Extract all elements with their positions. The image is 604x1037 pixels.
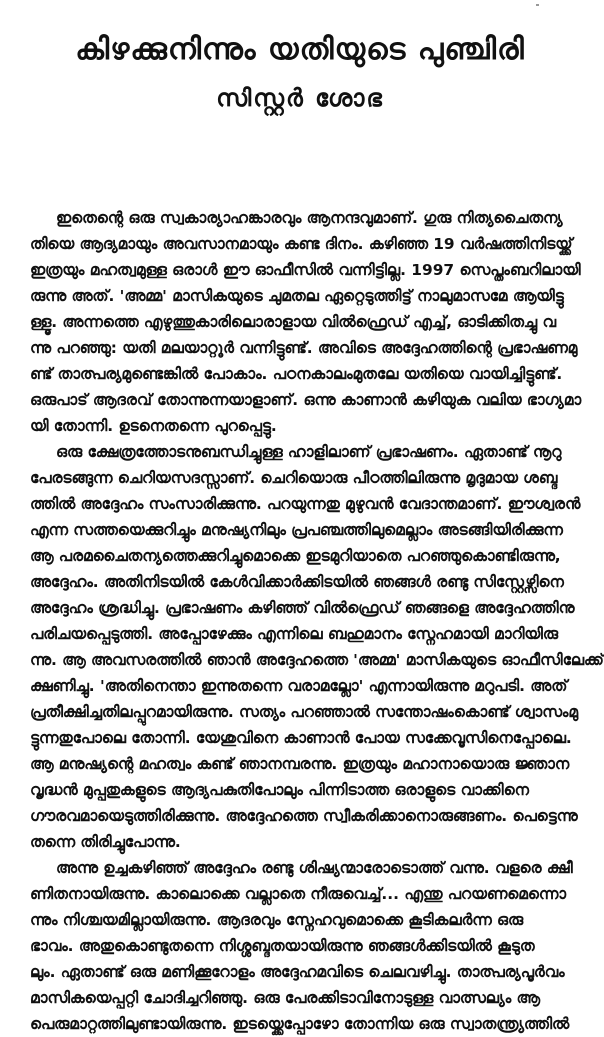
page-title: കിഴക്കുനിന്നും യതിയുടെ പുഞ്ചിരി	[75, 32, 525, 67]
paragraph-line: തന്നെ തിരിച്ചുപോന്നു.	[30, 833, 181, 851]
paragraph-line: രുന്നു അത്. 'അമ്മ' മാസികയുടെ ചുമതല ഏറ്റെടുത്തിട്ട് നാലുമാസമേ ആയിട്ടു	[30, 287, 564, 305]
paragraph-line: പെരുമാറ്റത്തിലുണ്ടായിരുന്നു. ഇടയ്ക്കെപ്പോഴോ തോന്നിയ ഒരു സ്വാതന്ത്ര്യത്തിൽ	[30, 1015, 570, 1033]
paragraph-line: ഭാവം. അതുകൊണ്ടുതന്നെ നിശ്ശബ്ദതയായിരുന്നു ഞങ്ങൾക്കിടയിൽ കൂടുത	[30, 937, 535, 955]
paragraph-line: മാസികയെപ്പറ്റി ചോദിച്ചറിഞ്ഞു. ഒരു പേരക്കിടാവിനോടുള്ള വാത്സല്യം ആ	[30, 989, 540, 1007]
paragraph-line: എന്ന സത്തയെക്കുറിച്ചും മനുഷ്യനിലും പ്രപഞ്ചത്തിലുമെല്ലാം അടങ്ങിയിരിക്കുന്ന	[30, 521, 563, 539]
paragraph-line: ട്ടുന്നതുപോലെ തോന്നി. യേശുവിനെ കാണാൻ പോയ സക്കേവൂസിനെപ്പോലെ.	[30, 729, 572, 747]
paragraph-line: ആ മനുഷ്യന്റെ മഹത്വം കണ്ട് ഞാനമ്പരന്നു. ഇത്രയും മഹാനായൊരു ജ്ഞാന	[30, 755, 570, 773]
paragraph-line: ലും. ഏതാണ്ട് ഒരു മണിക്കൂറോളം അദ്ദേഹമവിടെ ചെലവഴിച്ചു. താത്പര്യപൂർവം	[30, 963, 565, 981]
paragraph-line: ന്നു. ആ അവസരത്തിൽ ഞാൻ അദ്ദേഹത്തെ 'അമ്മ' മാസികയുടെ ഓഫീസിലേക്ക്	[30, 651, 604, 669]
paragraph-line: അദ്ദേഹം. അതിനിടയിൽ കേൾവിക്കാർക്കിടയിൽ ഞങ്ങൾ രണ്ടു സിസ്റ്റേഴ്സിനെ	[30, 573, 564, 591]
paragraph-line: ആ പരമചൈതന്യത്തെക്കുറിച്ചുമൊക്കെ ഇടമുറിയാതെ പറഞ്ഞുകൊണ്ടിരുന്നു,	[30, 547, 561, 565]
paragraph-line: ഇതെന്റെ ഒരു സ്വകാര്യാഹങ്കാരവും ആനന്ദവുമാണ്. ഗുരു നിത്യചൈതന്യ	[56, 209, 563, 227]
paragraph-line: ന്നും നിശ്ചയമില്ലായിരുന്നു. ആദരവും സ്നേഹവുമൊക്കെ കൂടികലർന്ന ഒരു	[30, 911, 524, 929]
paragraph-line: യി തോന്നി. ഉടനെതന്നെ പുറപ്പെട്ടു.	[30, 417, 277, 435]
paragraph-line: ണ്ട് താത്പര്യമുണ്ടെങ്കിൽ പോകാം. പഠനകാലംമുതലേ യതിയെ വായിച്ചിട്ടുണ്ട്.	[30, 365, 563, 383]
corner-speck	[536, 4, 539, 6]
paragraph-line: ഒരു ക്ഷേത്രത്തോടനുബന്ധിച്ചുള്ള ഹാളിലാണ് പ്രഭാഷണം. ഏതാണ്ട് നൂറു	[56, 443, 562, 461]
paragraph-line: അദ്ദേഹം ശ്രദ്ധിച്ചു. പ്രഭാഷണം കഴിഞ്ഞ് വിൽഫ്രെഡ് ഞങ്ങളെ അദ്ദേഹത്തിനു	[30, 599, 575, 617]
paragraph-line: ഇത്രയും മഹത്വമുള്ള ഒരാൾ ഈ ഓഫീസിൽ വന്നിട്ടില്ല. 1997 സെപ്തംബറിലായി	[30, 261, 581, 279]
article-body	[30, 205, 604, 1033]
paragraph-line: ണിതനായിരുന്നു. കാലൊക്കെ വല്ലാതെ നീരുവെച്ച്... എന്തു പറയണമെന്നൊ	[30, 885, 567, 903]
paragraph-line: ള്ളൂ. അന്നത്തെ എഴുത്തുകാരിലൊരാളായ വിൽഫ്രെഡ് എച്ച്, ഓടിക്കിതച്ചു വ	[30, 313, 556, 331]
author-name: സിസ്റ്റർ ശോഭ	[216, 84, 384, 112]
paragraph-line: ന്നു പറഞ്ഞു: യതി മലയാറ്റൂർ വന്നിട്ടുണ്ട്. അവിടെ അദ്ദേഹത്തിന്റെ പ്രഭാഷണമു	[30, 339, 578, 357]
paragraph-line: അന്നു ഉച്ചകഴിഞ്ഞ് അദ്ദേഹം രണ്ടു ശിഷ്യന്മാരോടൊത്ത് വന്നു. വളരെ ക്ഷീ	[56, 859, 573, 877]
paragraph-line: വൃദ്ധൻ മുപ്പതുകളുടെ ആദ്യപകുതിപോലും പിന്നിടാത്ത ഒരാളുടെ വാക്കിനെ	[30, 781, 529, 799]
paragraph-line: ത്തിൽ അദ്ദേഹം സംസാരിക്കുന്നു. പറയുന്നതു മുഴുവൻ വേദാന്തമാണ്. ഈശ്വരൻ	[30, 495, 581, 513]
paragraph-line: പ്രതീക്ഷിച്ചതിലപ്പുറമായിരുന്നു. സത്യം പറഞ്ഞാൽ സന്തോഷംകൊണ്ട് ശ്വാസംമു	[30, 703, 579, 721]
paragraph-line: ഒരുപാട് ആദരവ് തോന്നുന്നയാളാണ്. ഒന്നു കാണാൻ കഴിയുക വലിയ ഭാഗ്യമാ	[30, 391, 582, 409]
paragraph-line: പേരടങ്ങുന്ന ചെറിയസദസ്സാണ്. ചെറിയൊരു പീഠത്തിലിരുന്നു മൃദുമായ ശബ്ദ	[30, 469, 558, 487]
paragraph-line: ക്ഷണിച്ചു. 'അതിനെന്താ ഇന്നുതന്നെ വരാമല്ലോ' എന്നായിരുന്നു മറുപടി. അത്	[30, 677, 568, 695]
paragraph-line: തിയെ ആദ്യമായും അവസാനമായും കണ്ട ദിനം. കഴിഞ്ഞ 19 വർഷത്തിനിടയ്ക്ക്	[30, 235, 573, 253]
paragraph-line: ഗൗരവമായെടുത്തിരിക്കുന്നു. അദ്ദേഹത്തെ സ്വീകരിക്കാനൊരുങ്ങണം. പെട്ടെന്നു	[30, 807, 578, 825]
paragraph-line: പരിചയപ്പെടുത്തി. അപ്പോഴേക്കും എന്നിലെ ബഹുമാനം സ്നേഹമായി മാറിയിരു	[30, 625, 558, 643]
